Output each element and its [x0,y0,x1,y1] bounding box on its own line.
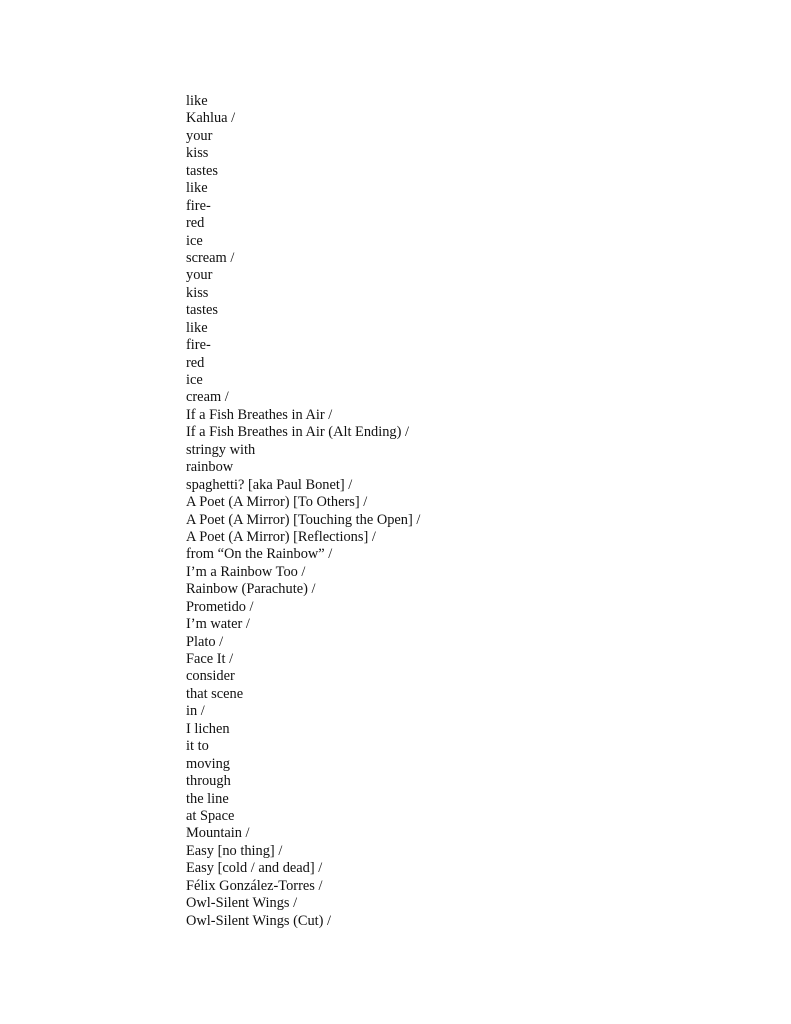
poem-line: I’m a Rainbow Too / [186,563,306,580]
poem-line: like [186,93,208,109]
poem-line: ice [186,372,203,388]
poem-line: Easy [no thing] / [186,842,283,859]
poem-line: Kahlua / [186,110,236,127]
poem-line: through [186,773,231,790]
poem-line: like [186,319,208,336]
poem-line: your [186,127,213,144]
poem-line: If a Fish Breathes in Air / [186,406,333,423]
poem-line: ice [186,232,203,249]
poem-line: A Poet (A Mirror) [Reflections] / [186,528,376,545]
poem-line: Félix González-Torres / [186,877,323,894]
poem-line: moving [186,755,230,772]
poem-line: A Poet (A Mirror) [Touching the Open] / [186,511,421,528]
poem-line: Rainbow (Parachute) / [186,581,316,598]
poem-line: that scene [186,685,244,702]
poem-line: consider [186,668,235,685]
poem-line: Owl-Silent Wings (Cut) / [186,912,332,929]
poem-line: A Poet (A Mirror) [To Others] / [186,494,368,511]
poem-line: red [186,215,205,232]
poem-line: tastes [186,302,218,319]
poem-line: tastes [186,162,218,179]
poem-line: Prometido / [186,598,254,615]
poem-line: cream / [186,389,229,406]
poem-line: stringy with [186,441,256,458]
poem-line: it to [186,738,209,755]
poem-line: If a Fish Breathes in Air (Alt Ending) / [186,424,410,441]
poem-line: kiss [186,284,209,301]
poem-line: your [186,267,213,284]
poem-line: Mountain / [186,825,250,842]
poem-text-block [186,93,420,930]
poem-line: I’m water / [186,616,250,633]
poem-line: Owl-Silent Wings / [186,895,298,912]
poem-line: rainbow [186,459,234,476]
poem-line: like [186,180,208,197]
poem-line: fire- [186,337,211,354]
poem-line: I lichen [186,720,230,737]
poem-line: the line [186,790,229,807]
poem-line: at Space [186,807,235,824]
poem-line: spaghetti? [aka Paul Bonet] / [186,476,353,493]
poem-line: in / [186,703,205,720]
poem-line: Easy [cold / and dead] / [186,860,323,877]
poem-line: Plato / [186,633,224,650]
poem-line: kiss [186,145,209,162]
poem-line: fire- [186,197,211,214]
poem-line: red [186,354,205,371]
poem-line: scream / [186,249,235,266]
poem-line: from “On the Rainbow” / [186,546,333,563]
poem-line: Face It / [186,651,234,667]
